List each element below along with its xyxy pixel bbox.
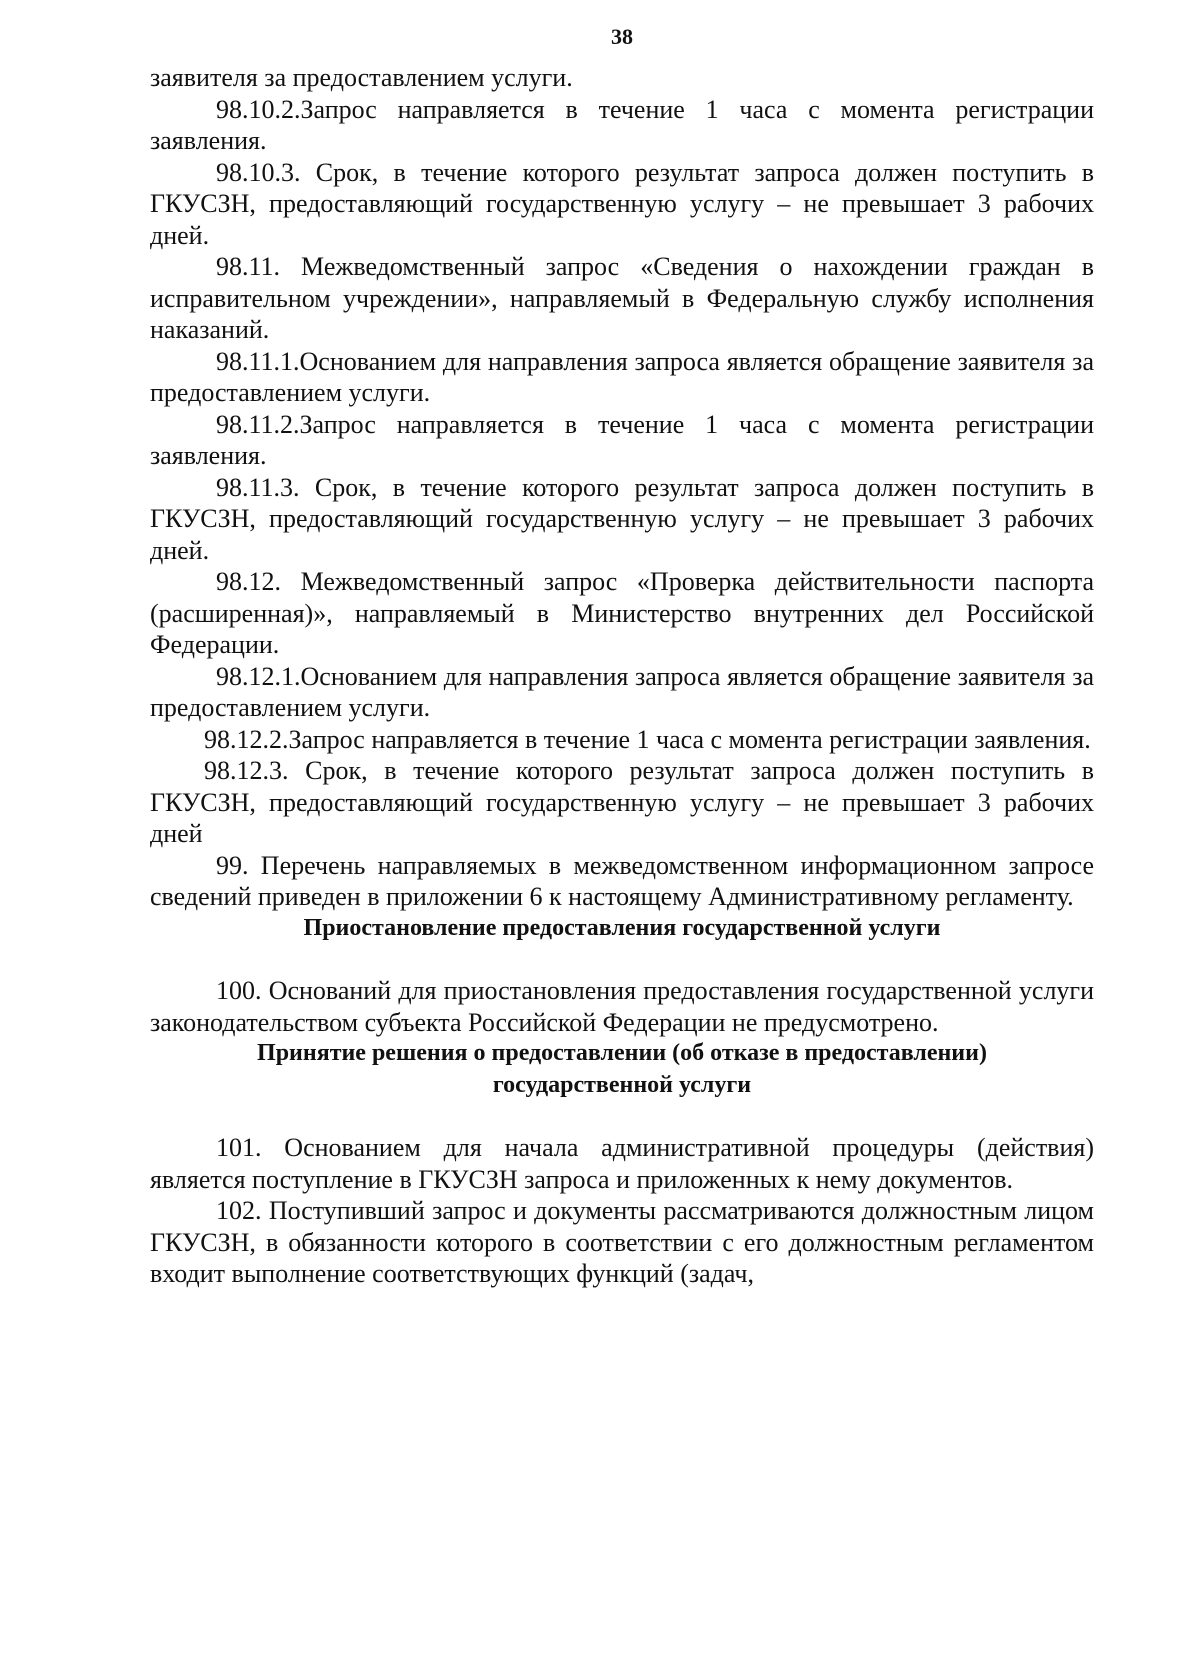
paragraph-98-11-2: 98.11.2.Запрос направляется в течение 1 часа с момента регистрации заявления.: [150, 409, 1094, 470]
section-heading-decision: [150, 1038, 1094, 1101]
paragraph-98-12-2: 98.12.2.Запрос направляется в течение 1 часа с момента регистрации заявления.: [204, 724, 1091, 754]
section-heading-suspension: Приостановление предоставления государственной услуги: [303, 914, 941, 941]
document-page: [150, 24, 1094, 1290]
paragraph-99: 99. Перечень направляемых в межведомственном информационном запросе сведений приведен в приложении 6 к настоящему Административному регламенту.: [150, 850, 1094, 911]
paragraph-98-12-3: 98.12.3. Срок, в течение которого результат запроса должен поступить в ГКУСЗН, предоставляющий государственную услугу – не превышает 3 рабочих дней: [150, 756, 1094, 848]
paragraph-98-11-3: 98.11.3. Срок, в течение которого результат запроса должен поступить в ГКУСЗН, предоставляющий государственную услугу – не превышает 3 рабочих дней.: [150, 472, 1094, 565]
paragraph-98-12-1: 98.12.1.Основанием для направления запроса является обращение заявителя за предоставлением услуги.: [150, 661, 1094, 722]
paragraph-98-10-2: 98.10.2.Запрос направляется в течение 1 часа с момента регистрации заявления.: [150, 94, 1094, 155]
paragraph-98-12: 98.12. Межведомственный запрос «Проверка действительности паспорта (расширенная)», направляемый в Министерство внутренних дел Российской Федерации.: [150, 567, 1094, 659]
paragraph-98-11-1: 98.11.1.Основанием для направления запроса является обращение заявителя за предоставлением услуги.: [150, 346, 1094, 407]
section-heading-decision-line-1: Принятие решения о предоставлении (об отказе в предоставлении): [257, 1040, 987, 1066]
paragraph-98-10-3: 98.10.3. Срок, в течение которого результат запроса должен поступить в ГКУСЗН, предоставляющий государственную услугу – не превышает 3 рабочих дней.: [150, 157, 1094, 250]
paragraph-continuation: заявителя за предоставлением услуги.: [150, 63, 573, 92]
paragraph-101: 101. Основанием для начала административной процедуры (действия) является поступление в ГКУСЗН запроса и приложенных к нему документов.: [150, 1133, 1094, 1194]
paragraph-98-11: 98.11. Межведомственный запрос «Сведения о нахождении граждан в исправительном учреждении», направляемый в Федеральную службу исполнения наказаний.: [150, 252, 1094, 344]
paragraph-102: 102. Поступивший запрос и документы рассматриваются должностным лицом ГКУСЗН, в обязанности которого в соответствии с его должностным регламентом входит выполнение соответствующих функций (задач,: [150, 1196, 1094, 1288]
paragraph-100: 100. Оснований для приостановления предоставления государственной услуги законодательством субъекта Российской Федерации не предусмотрено.: [150, 976, 1094, 1037]
page-number: 38: [611, 24, 633, 49]
section-heading-decision-line-2: государственной услуги: [492, 1071, 752, 1098]
